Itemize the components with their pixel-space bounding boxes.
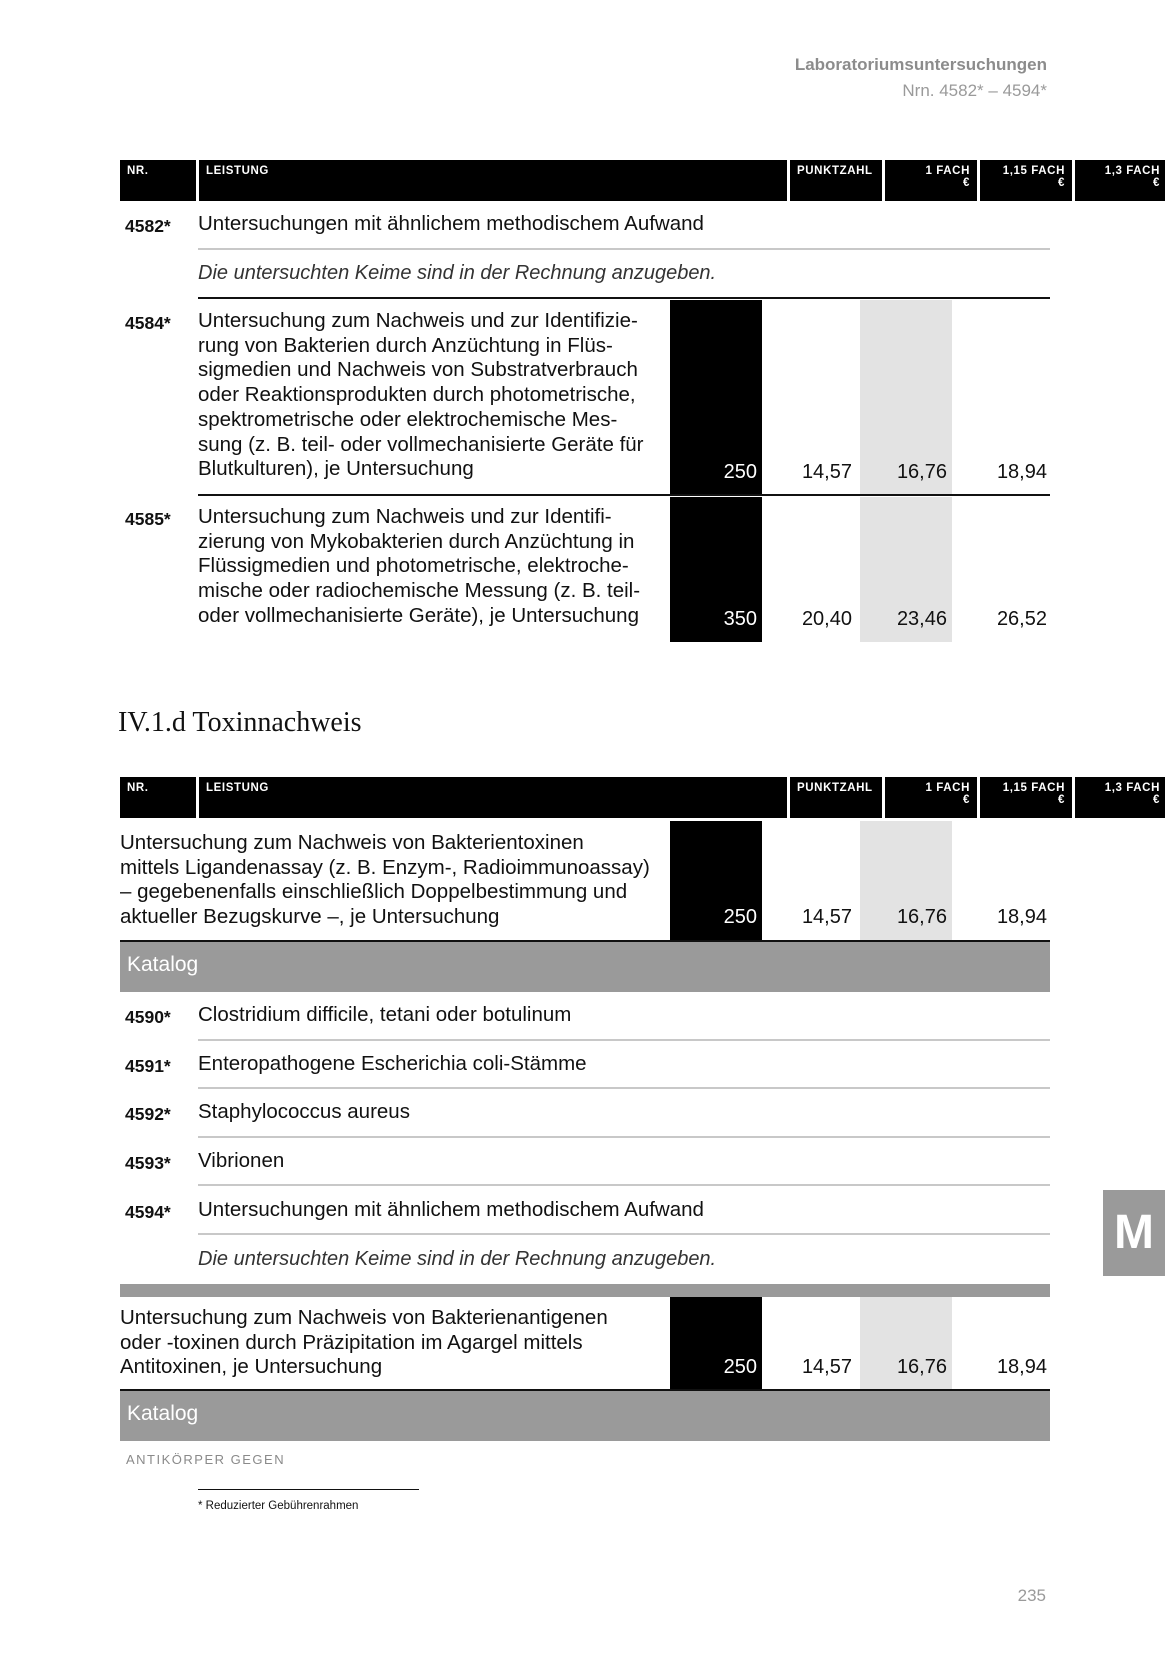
punktzahl-value: 250 — [723, 1356, 757, 1378]
divider — [198, 1233, 1050, 1235]
fee-1fach: 14,57 — [801, 906, 852, 928]
fee-13fach: 18,94 — [996, 461, 1047, 483]
col-115fach: 1,15 FACH € — [980, 777, 1072, 818]
separator-bar — [120, 1284, 1050, 1297]
row-text: Untersuchungen mit ähnlichem methodischem Aufwand — [198, 212, 704, 235]
punktzahl-value: 250 — [723, 461, 757, 483]
col-13fach: 1,3 FACH € — [1075, 160, 1165, 201]
col-nr: NR. — [120, 160, 196, 201]
item-number: 4594* — [125, 1202, 171, 1222]
divider — [198, 494, 1050, 496]
item-text: Enteropathogene Escherichia coli-Stämme — [198, 1052, 587, 1075]
divider — [198, 1136, 1050, 1138]
fee-115fach: 16,76 — [896, 461, 947, 483]
col-nr: NR. — [120, 777, 196, 818]
col-1fach: 1 FACH € — [885, 160, 977, 201]
row-text: Untersuchung zum Nachweis und zur Identifi- zierung von Mykobakterien durch Anzüchtung in Flüssigmedien und photometrische, elektroche- mische oder radiochemische Messung (z. B. teil- oder vollmechanisierte Geräte), je Untersuchung — [198, 505, 641, 627]
fee-115fach: 23,46 — [896, 608, 947, 630]
item-text: Untersuchungen mit ähnlichem methodischem Aufwand — [198, 1198, 704, 1221]
divider — [198, 297, 1050, 299]
row-text: Untersuchung zum Nachweis von Bakterientoxinen mittels Ligandenassay (z. B. Enzym-, Radioimmunoassay) – gegebenenfalls einschließlich Doppelbestimmung und aktueller Bezugskurve –, je Untersuchung — [120, 831, 650, 929]
punktzahl-value: 250 — [723, 906, 757, 928]
running-header-subtitle: Nrn. 4582* – 4594* — [902, 81, 1047, 100]
divider — [198, 1039, 1050, 1041]
col-13fach: 1,3 FACH € — [1075, 777, 1165, 818]
row-number: 4582* — [125, 216, 171, 236]
page-number: 235 — [1017, 1586, 1046, 1605]
item-number: 4590* — [125, 1007, 171, 1027]
item-text: Clostridium difficile, tetani oder botulinum — [198, 1003, 572, 1026]
item-text: Vibrionen — [198, 1149, 285, 1172]
fee-115fach: 16,76 — [896, 1356, 947, 1378]
item-number: 4592* — [125, 1104, 171, 1124]
divider — [198, 1184, 1050, 1186]
fee-1fach: 20,40 — [801, 608, 852, 630]
col-1fach: 1 FACH € — [885, 777, 977, 818]
row-number: 4585* — [125, 509, 171, 529]
catalog-bar: Katalog — [120, 1391, 1050, 1441]
fee-1fach: 14,57 — [801, 1356, 852, 1378]
punktzahl-value: 350 — [723, 608, 757, 630]
item-note: Die untersuchten Keime sind in der Rechnung anzugeben. — [198, 1248, 717, 1270]
fee-13fach: 18,94 — [996, 1356, 1047, 1378]
fee-13fach: 26,52 — [996, 608, 1047, 630]
row-text: Untersuchung zum Nachweis von Bakterienantigenen oder -toxinen durch Präzipitation im Agargel mittels Antitoxinen, je Untersuchung — [120, 1306, 608, 1379]
row-number: 4584* — [125, 313, 171, 333]
item-number: 4593* — [125, 1153, 171, 1173]
footnote-rule — [198, 1489, 419, 1490]
fee-115fach: 16,76 — [896, 906, 947, 928]
running-header-title: Laboratoriumsuntersuchungen — [794, 55, 1047, 74]
col-leistung: LEISTUNG — [199, 777, 787, 818]
chapter-tab: M — [1103, 1190, 1165, 1276]
col-punktzahl: PUNKTZAHL — [790, 777, 882, 818]
antikoerper-label: ANTIKÖRPER GEGEN — [126, 1452, 286, 1467]
col-leistung: LEISTUNG — [199, 160, 787, 201]
divider — [198, 1087, 1050, 1089]
col-punktzahl: PUNKTZAHL — [790, 160, 882, 201]
fee-13fach: 18,94 — [996, 906, 1047, 928]
item-text: Staphylococcus aureus — [198, 1100, 410, 1123]
section-heading: IV.1.d Toxinnachweis — [118, 707, 362, 738]
fee-1fach: 14,57 — [801, 461, 852, 483]
catalog-bar: Katalog — [120, 942, 1050, 992]
col-115fach: 1,15 FACH € — [980, 160, 1072, 201]
divider — [198, 248, 1050, 250]
footnote: * Reduzierter Gebührenrahmen — [198, 1500, 359, 1512]
item-number: 4591* — [125, 1056, 171, 1076]
row-note: Die untersuchten Keime sind in der Rechnung anzugeben. — [198, 262, 717, 284]
row-text: Untersuchung zum Nachweis und zur Identifizie- rung von Bakterien durch Anzüchtung in Flüs- sigmedien und Nachweis von Substratverbrauch oder Reaktionsprodukten durch photometrische, spektrometrische oder elektrochemische Mes- sung (z. B. teil- oder vollmechanisierte Geräte für Blutkulturen), je Untersuchung — [198, 309, 644, 481]
